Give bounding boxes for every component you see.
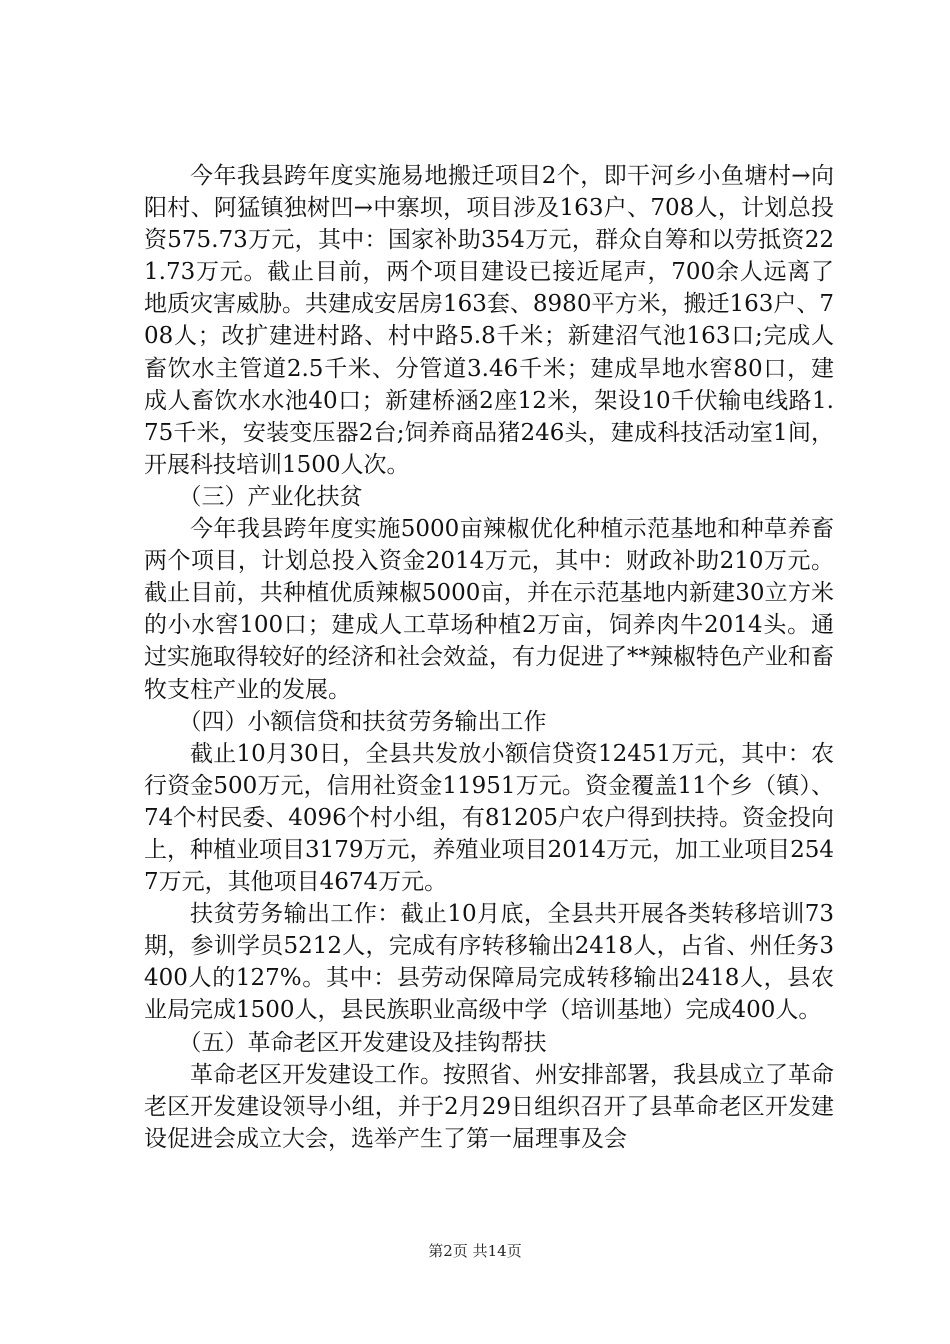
section-heading-industrial-poverty-relief: （三）产业化扶贫 [178,483,363,510]
document-body [144,160,834,1155]
paragraph-industrial-projects: 今年我县跨年度实施5000亩辣椒优化种植示范基地和种草养畜两个项目，计划总投入资金2014万元，其中：财政补助210万元。截止目前，共种植优质辣椒5000亩，并在示范基地内新建30立方米的小水窖100口；建成人工草场种植2万亩，饲养肉牛2014头。通过实施取得较好的经济和社会效益，有力促进了**辣椒特色产业和畜牧支柱产业的发展。 [144,516,834,703]
page-number-footer: 第2页 共14页 [428,1242,522,1260]
paragraph-relocation: 今年我县跨年度实施易地搬迁项目2个，即干河乡小鱼塘村→向阳村、阿猛镇独树凹→中寨坝，项目涉及163户、708人，计划总投资575.73万元，其中：国家补助354万元，群众自筹和以劳抵资221.73万元。截止目前，两个项目建设已接近尾声，700余人远离了地质灾害威胁。共建成安居房163套、8980平方米，搬迁163户、708人；改扩建进村路、村中路5.8千米；新建沼气池163口;完成人畜饮水主管道2.5千米、分管道3.46千米；建成旱地水窖80口，建成人畜饮水水池40口；新建桥涵2座12米，架设10千伏输电线路1.75千米，安装变压器2台;饲养商品猪246头，建成科技活动室1间，开展科技培训1500人次。 [144,163,834,478]
paragraph-labor-export: 扶贫劳务输出工作：截止10月底，全县共开展各类转移培训73期，参训学员5212人，完成有序转移输出2418人，占省、州任务3400人的127%。其中：县劳动保障局完成转移输出2418人，县农业局完成1500人，县民族职业高级中学（培训基地）完成400人。 [144,901,834,1024]
section-heading-microcredit-labor: （四）小额信贷和扶贫劳务输出工作 [178,708,547,735]
section-heading-old-revolutionary-area: （五）革命老区开发建设及挂钩帮扶 [178,1029,547,1056]
paragraph-old-revolutionary-area: 革命老区开发建设工作。按照省、州安排部署，我县成立了革命老区开发建设领导小组，并于2月29日组织召开了县革命老区开发建设促进会成立大会，选举产生了第一届理事及会 [144,1061,834,1152]
paragraph-microcredit: 截止10月30日，全县共发放小额信贷资12451万元，其中：农行资金500万元，信用社资金11951万元。资金覆盖11个乡（镇）、74个村民委、4096个村小组，有81205户农户得到扶持。资金投向上，种植业项目3179万元，养殖业项目2014万元，加工业项目2547万元，其他项目4674万元。 [144,740,834,896]
